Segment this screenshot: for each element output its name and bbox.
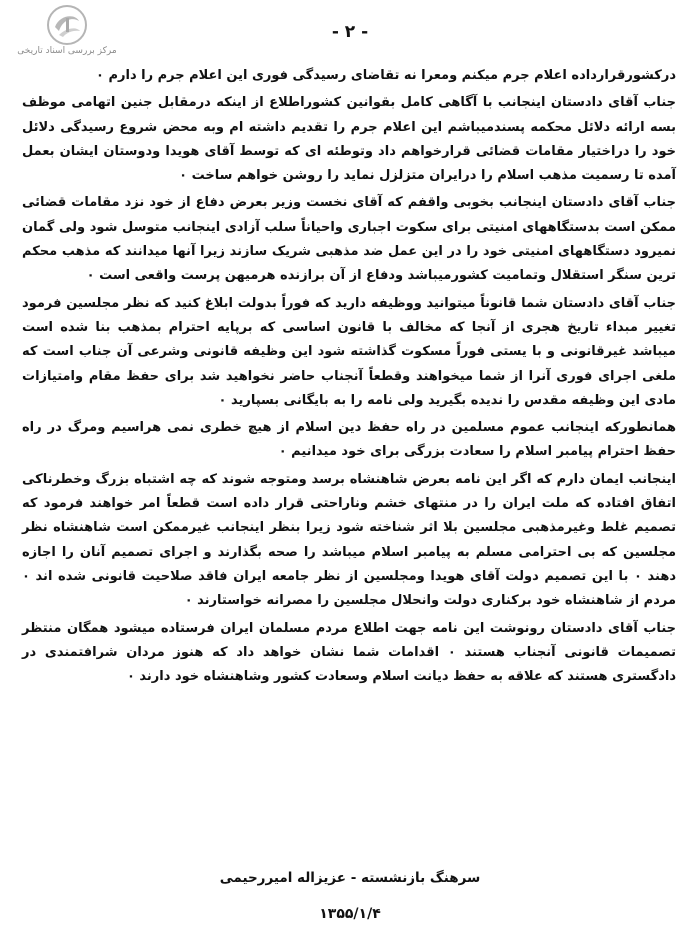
page-number: - ۲ - bbox=[331, 22, 369, 42]
paragraph: جناب آقای دادستان اینجانب بخوبی واقفم که آقای نخست وزیر بعرض دفاع از خود نزد مقامات قضائی ممکن است بدستگاههای امنیتی برای سکوت اجباری واحیاناً سلب آزادی اینجانب متوسل شود ولی گمان نمیرود دستگاههای امنیتی خود را در این عمل ضد مذهبی شریک سازند زیرا آنها میدانند که مذهب محکم ترین سنگر استقلال وتمامیت کشورمیباشد ودفاع از آن برازنده هرمیهن پرست واقعی است ۰ bbox=[22, 195, 676, 284]
letter-date: ۱۳۵۵/۱/۴ bbox=[319, 906, 381, 922]
paragraph: درکشورقرارداده اعلام جرم میکنم ومعرا نه تقاضای رسیدگی فوری این اعلام جرم را دارم ۰ bbox=[96, 68, 676, 83]
paragraph: همانطورکه اینجانب عموم مسلمین در راه حفظ دین اسلام از هیچ خطری نمی هراسیم ومرگ در راه حفظ احترام پیامبر اسلام را سعادت بزرگی برای خود میدانیم ۰ bbox=[22, 420, 676, 460]
paragraph: جناب آقای دادستان اینجانب با آگاهی کامل بقوانین کشوراطلاع از اینکه درمقابل جنین اتهامی موظف بسه ارائه دلائل محکمه پسندمیباشم این اعلام جرم را تقدیم داشته ام وبه محض شروع رسیدگی دلائل خود را دراختیار مقامات قضائی قرارخواهم داد وتوطئه ای که توسط آقای هویدا ودوستان ایشان بعمل آمده تا رسمیت مذهب اسلام را درایران متزلزل نماید را روشن خواهم ساخت ۰ bbox=[22, 95, 676, 184]
paragraph: اینجانب ایمان دارم که اگر این نامه بعرض شاهنشاه برسد ومتوجه شوند که چه اشتباه بزرگ وخطرناکی اتفاق افتاده که ملت ایران را در منتهای خشم وناراحتی قرار داده است قطعاً امر خواهند فرمود که تصمیم غلط وغیرمذهبی مجلسین بلا اثر شناخته شود زیرا بنظر اینجانب غیرممکن است شاهنشاه نظر مجلسین که بی احترامی مسلم به پیامبر اسلام میباشد را صحه بگذارند و اجرای تصمیم آنان را اجازه دهند ۰ با این تصمیم دولت آقای هویدا ومجلسین از نظر جامعه ایران فاقد صلاحیت قانونی شده اند ۰ مردم از شاهنشاه خود برکناری دولت وانحلال مجلسین را مصرانه خواستارند ۰ bbox=[22, 471, 677, 609]
watermark-text: مرکز بررسی اسناد تاریخی bbox=[17, 46, 117, 56]
letter-body bbox=[22, 64, 676, 692]
paragraph: جناب آقای دادستان شما قانوناً میتوانید ووظیفه دارید که فوراً بدولت ابلاغ کنید که نظر مجلسین فرمود تغییر مبداء تاریخ هجری از آنجا که مخالف با قانون اساسی که برپایه احترام بمذهب بنا شده است میباشد غیرقانونی و با یستی فوراً مسکوت گذاشته شود این وظیفه قانونی وشرعی آن جناب است که ملغی اجرای فوری آنرا از شما میخواهند وقطعاً آنجناب حاضر نخواهید شد برای حفظ مقام وامتیازات مادی این وظیفه مقدس را ندیده بگیرید ولی نامه را به بایگانی بسپارید ۰ bbox=[22, 295, 676, 408]
signature-line: سرهنگ بازنشسته - عزیزاله امیررحیمی bbox=[219, 870, 481, 886]
paragraph: جناب آقای دادستان رونوشت این نامه جهت اطلاع مردم مسلمان ایران فرستاده میشود همگان منتظر تصمیمات قانونی آنجناب هستند ۰ اقدامات شما نشان خواهد داد که هنوز مردان شرافتمندی در دادگستری هستند که علاقه به حفظ دیانت اسلام وسعادت کشور وشاهنشاه خود دارند ۰ bbox=[22, 620, 676, 685]
